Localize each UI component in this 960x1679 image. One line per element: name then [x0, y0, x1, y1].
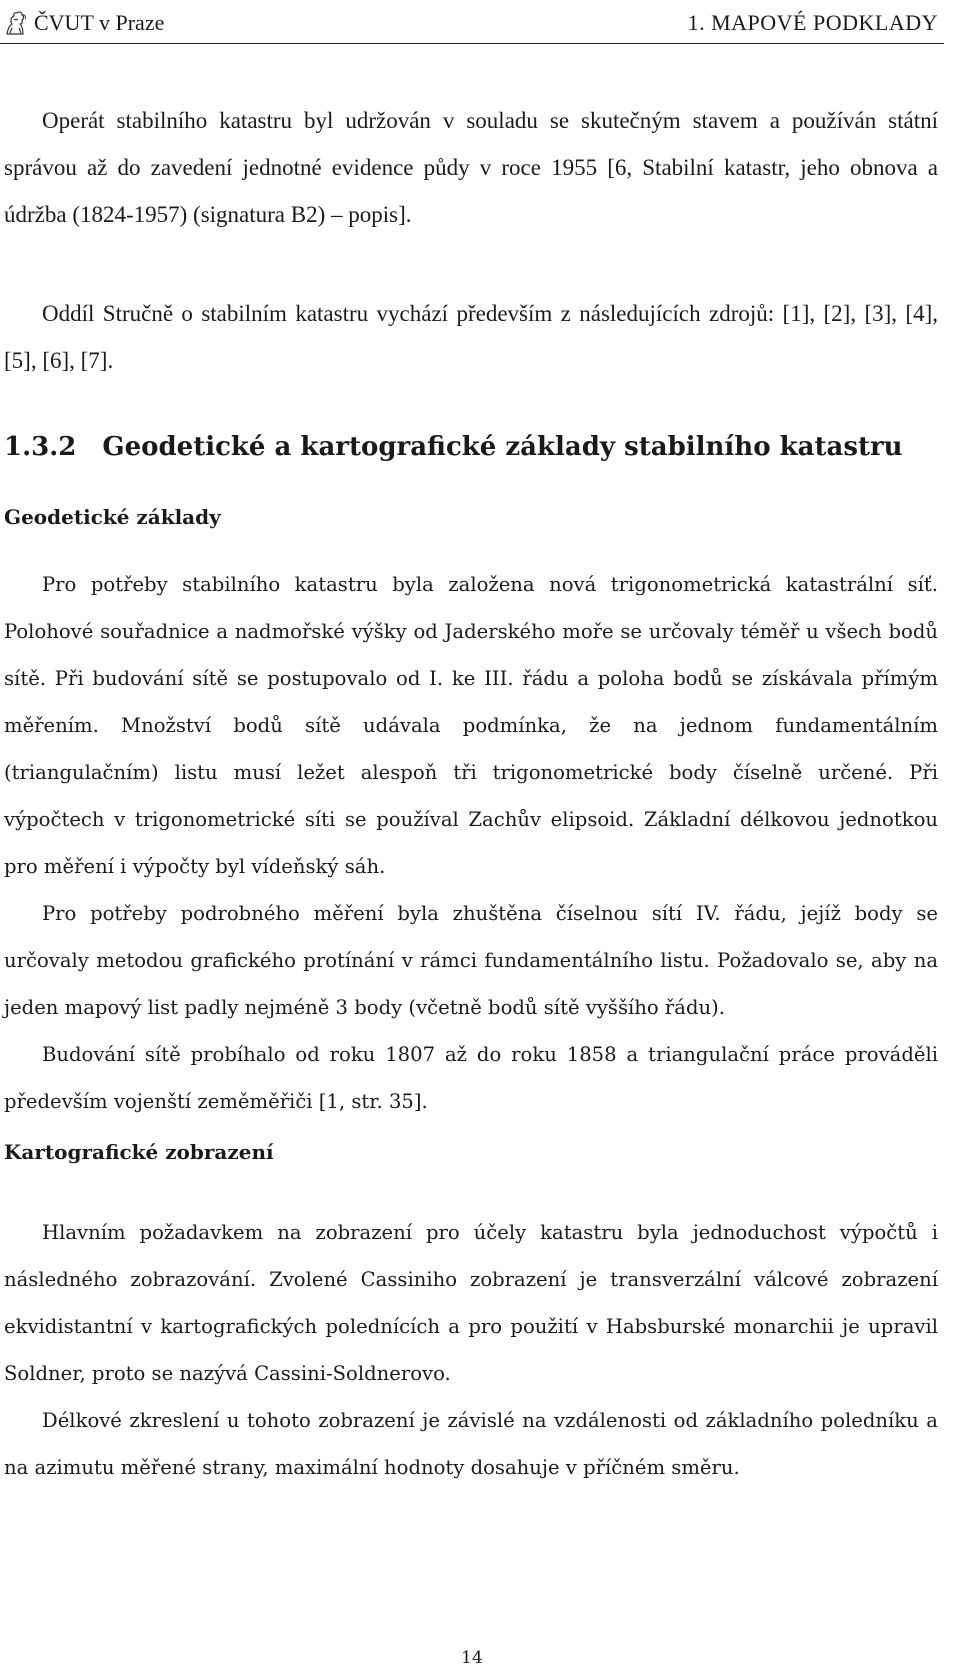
- paragraph: Hlavním požadavkem na zobrazení pro účely katastru byla jednoduchost výpočtů i následného zobrazování. Zvolené Cassiniho zobrazení je transverzální válcové zobrazení ekvidistantní v kartografických polednících a pro použití v Habsburské monarchii je upravil Soldner, proto se nazývá Cassini-Soldnerovo.: [4, 1221, 938, 1385]
- paragraph: Operát stabilního katastru byl udržován v souladu se skutečným stavem a používán státní správou až do zavedení jednotné evidence půdy v roce 1955 [6, Stabilní katastr, jeho obnova a údržba (1824-1957) (signatura B2) – popis].: [4, 108, 938, 227]
- section-heading: [4, 432, 938, 462]
- paragraph: Pro potřeby podrobného měření byla zhuštěna číselnou sítí IV. řádu, jejíž body se určovaly metodou grafického protínání v rámci fundamentálního listu. Požadovalo se, aby na jeden mapový list padly nejméně 3 body (včetně bodů sítě vyššího řádu).: [4, 902, 938, 1019]
- lion-emblem-icon: [4, 10, 28, 36]
- subsection-body: [4, 1209, 938, 1491]
- paragraph: Pro potřeby stabilního katastru byla založena nová trigonometrická katastrální síť. Polohové souřadnice a nadmořské výšky od Jaderského moře se určovaly téměř u všech bodů sítě. Při budování sítě se postupovalo od I. ke III. řádu a poloha bodů se získávala přímým měřením. Množství bodů sítě udávala podmínka, že na jednom fundamentálním (triangulačním) listu musí ležet alespoň tři trigonometrické body číselně určené. Při výpočtech v trigonometrické síti se používal Zachův elipsoid. Základní délkovou jednotkou pro měření i výpočty byl vídeňský sáh.: [4, 573, 938, 878]
- header-left: [4, 10, 164, 36]
- institution-name: ČVUT v Praze: [34, 10, 165, 35]
- paragraph: Budování sítě probíhalo od roku 1807 až do roku 1858 a triangulační práce prováděli především vojenští zeměměřiči [1, str. 35].: [4, 1043, 938, 1113]
- section-number: 1.3.2: [4, 432, 77, 462]
- running-header: [0, 6, 944, 40]
- section-title: Geodetické a kartografické základy stabilního katastru: [102, 432, 903, 462]
- subsection-heading: Kartografické zobrazení: [4, 1140, 274, 1164]
- paragraph: Oddíl Stručně o stabilním katastru vychází především z následujících zdrojů: [1], [2], [3], [4], [5], [6], [7].: [4, 301, 938, 373]
- paragraph: Délkové zkreslení u tohoto zobrazení je závislé na vzdálenosti od základního poledníku a na azimutu měřené strany, maximální hodnoty dosahuje v příčném směru.: [4, 1409, 938, 1479]
- header-rule: [0, 43, 944, 44]
- chapter-title: 1. MAPOVÉ PODKLADY: [687, 10, 938, 35]
- subsection-body: [4, 561, 938, 1125]
- subsection-heading: Geodetické základy: [4, 505, 221, 529]
- page-number: 14: [461, 1648, 483, 1668]
